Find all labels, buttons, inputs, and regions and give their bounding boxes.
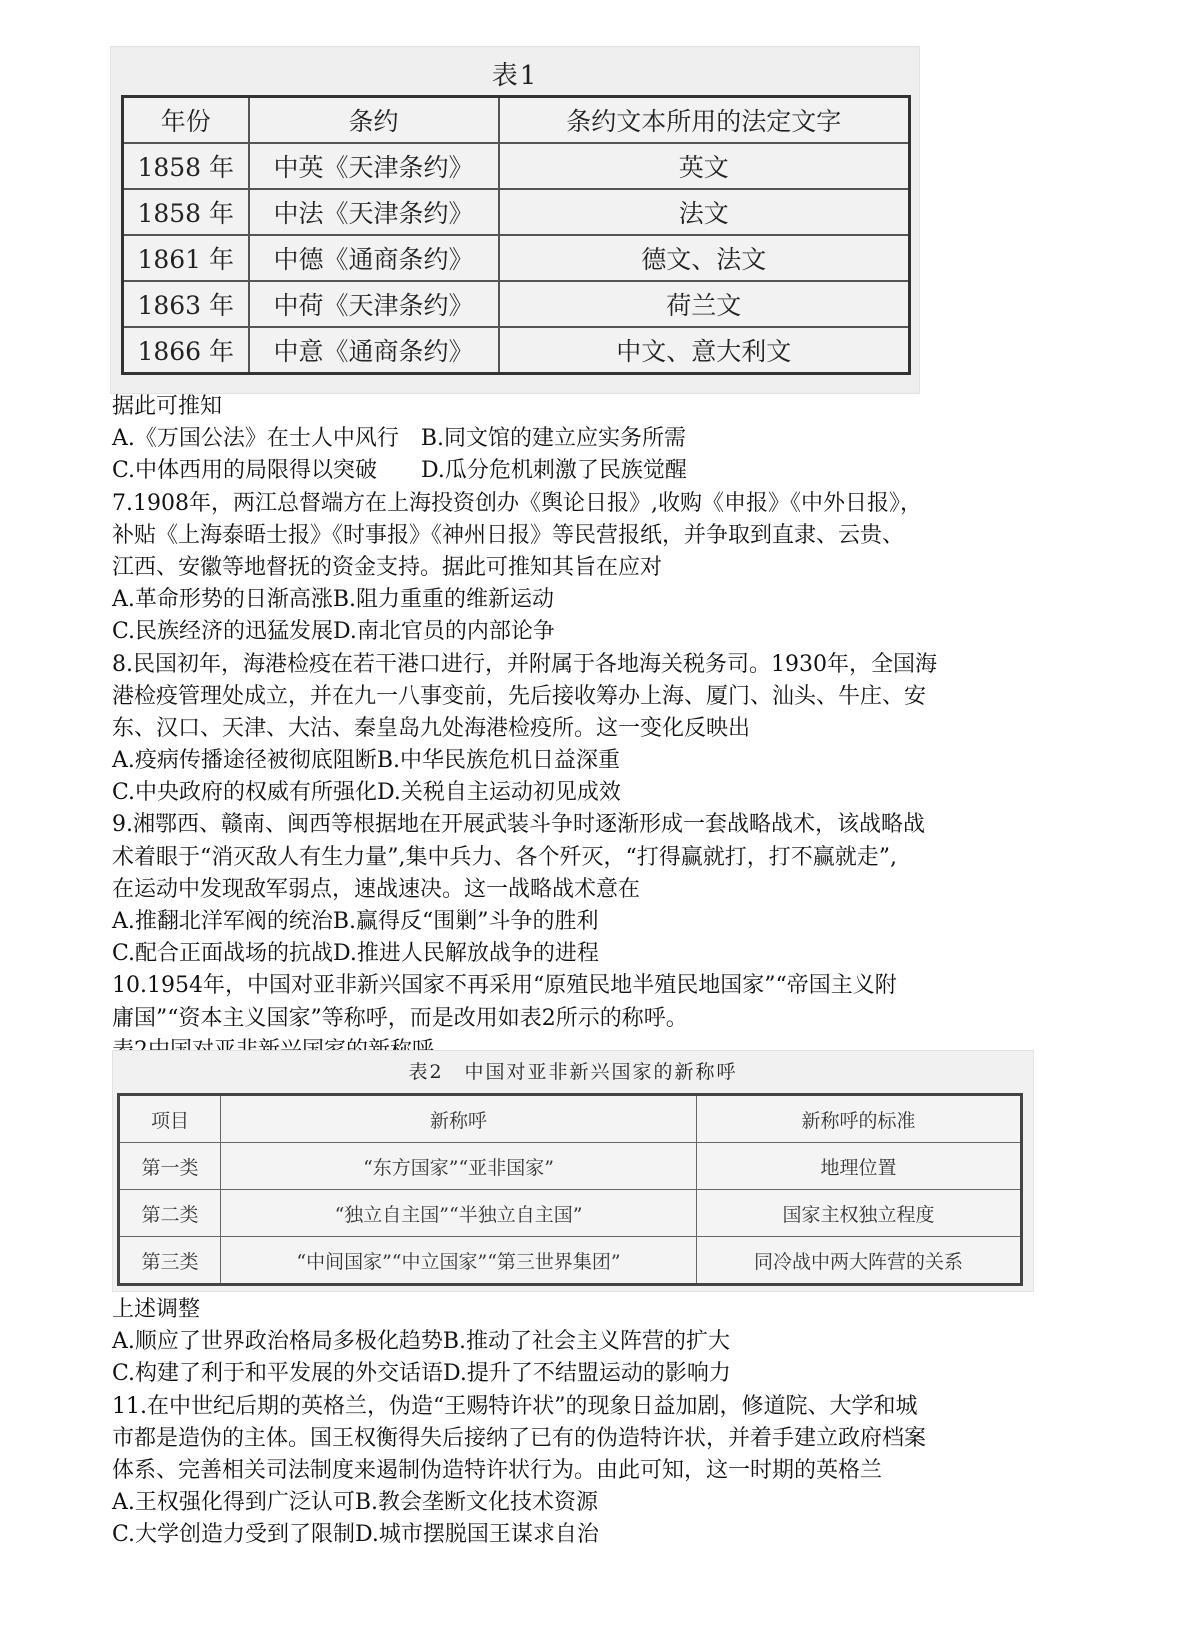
- table2-caption: 表2 中国对亚非新兴国家的新称呼: [408, 1061, 738, 1083]
- table2-header-row: [119, 1095, 1022, 1143]
- option-line: A.推翻北洋军阀的统治B.赢得反“围剿”斗争的胜利: [112, 909, 599, 934]
- question-7-line: 补贴《上海泰晤士报》《时事报》《神州日报》等民营报纸，并争取到直隶、云贵、: [112, 522, 905, 548]
- option-line: C.构建了利于和平发展的外交话语D.提升了不结盟运动的影响力: [112, 1361, 731, 1387]
- table-cell: 国家主权独立程度: [697, 1190, 1022, 1237]
- table2-header-cell: 新称呼: [221, 1095, 697, 1143]
- question-7-line: 7.1908年，两江总督端方在上海投资创办《舆论日报》,收购《申报》《中外日报》，: [112, 490, 922, 516]
- table1-header-row: [123, 97, 910, 144]
- table-cell: 1858 年: [123, 143, 249, 189]
- table-row: [123, 235, 910, 281]
- option-line: C.配合正面战场的抗战D.推进人民解放战争的进程: [112, 941, 599, 967]
- option-line: C.大学创造力受到了限制D.城市摆脱国王谋求自治: [112, 1522, 599, 1548]
- option-line: C.中央政府的权威有所强化D.关税自主运动初见成效: [112, 780, 621, 806]
- table-row: [123, 143, 910, 189]
- table-cell: “东方国家”“亚非国家”: [221, 1143, 697, 1190]
- table-cell: 中法《天津条约》: [249, 189, 499, 235]
- questions-block-1: [112, 391, 1072, 1067]
- table-cell: 中德《通商条约》: [249, 235, 499, 281]
- table-cell: 中荷《天津条约》: [249, 281, 499, 327]
- table-cell: 中文、意大利文: [499, 327, 910, 374]
- text-line: 据此可推知: [112, 394, 223, 419]
- question-10-line: 庸国”“资本主义国家”等称呼，而是改用如表2所示的称呼。: [112, 1005, 688, 1031]
- table1-header-cell: 条约: [249, 97, 499, 144]
- table2-header-cell: 项目: [119, 1095, 221, 1143]
- table-cell: 地理位置: [697, 1143, 1022, 1190]
- table1-header-cell: 年份: [123, 97, 249, 144]
- option-line: A.疫病传播途径被彻底阻断B.中华民族危机日益深重: [112, 748, 621, 774]
- option-line: A.革命形势的日渐高涨B.阻力重重的维新运动: [112, 587, 555, 613]
- option-line: A.顺应了世界政治格局多极化趋势B.推动了社会主义阵营的扩大: [112, 1329, 731, 1355]
- question-8-line: 港检疫管理处成立，并在九一八事变前，先后接收筹办上海、厦门、汕头、牛庄、安: [112, 683, 927, 709]
- table-cell: 荷兰文: [499, 281, 910, 327]
- table2-header-cell: 新称呼的标准: [697, 1095, 1022, 1143]
- table1-caption: 表1: [491, 61, 539, 91]
- question-8-line: 东、汉口、天津、大沽、秦皇岛九处海港检疫所。这一变化反映出: [112, 715, 751, 741]
- table-cell: 第三类: [119, 1237, 221, 1285]
- text-line: 上述调整: [112, 1297, 201, 1322]
- table-cell: “中间国家”“中立国家”“第三世界集团”: [221, 1237, 697, 1285]
- question-8-line: 8.民国初年，海港检疫在若干港口进行，并附属于各地海关税务司。1930年，全国海: [112, 651, 937, 677]
- question-9-line: 术着眼于“消灭敌人有生力量”,集中兵力、各个歼灭，“打得赢就打，打不赢就走”,: [112, 844, 897, 870]
- table1: [121, 95, 911, 375]
- table-cell: 中意《通商条约》: [249, 327, 499, 374]
- table-row: [119, 1237, 1022, 1285]
- table-cell: 中英《天津条约》: [249, 143, 499, 189]
- question-10-line: 10.1954年，中国对亚非新兴国家不再采用“原殖民地半殖民地国家”“帝国主义附: [112, 973, 897, 999]
- table-cell: “独立自主国”“半独立自主国”: [221, 1190, 697, 1237]
- question-9-line: 9.湘鄂西、赣南、闽西等根据地在开展武装斗争时逐渐形成一套战略战术，该战略战: [112, 812, 925, 838]
- question-7-line: 江西、安徽等地督抚的资金支持。据此可推知其旨在应对: [112, 554, 663, 580]
- table-row: [123, 327, 910, 374]
- table-cell: 英文: [499, 143, 910, 189]
- table-cell: 第二类: [119, 1190, 221, 1237]
- question-9-line: 在运动中发现敌军弱点，速战速决。这一战略战术意在: [112, 876, 641, 902]
- table-row: [119, 1143, 1022, 1190]
- question-11-line: 11.在中世纪后期的英格兰，伪造“王赐特许状”的现象日益加剧，修道院、大学和城: [112, 1393, 918, 1419]
- option-line: C.中体西用的局限得以突破 D.瓜分危机刺激了民族觉醒: [112, 458, 687, 484]
- option-line: C.民族经济的迅猛发展D.南北官员的内部论争: [112, 619, 555, 645]
- questions-block-2: [112, 1294, 1072, 1552]
- table1-scan: [110, 46, 920, 394]
- option-line: A.王权强化得到广泛认可B.教会垄断文化技术资源: [112, 1490, 599, 1516]
- table-cell: 1863 年: [123, 281, 249, 327]
- table-cell: 同冷战中两大阵营的关系: [697, 1237, 1022, 1285]
- table2: [117, 1093, 1023, 1286]
- question-11-line: 体系、完善相关司法制度来遏制伪造特许状行为。由此可知，这一时期的英格兰: [112, 1457, 883, 1483]
- table-row: [123, 281, 910, 327]
- option-line: A.《万国公法》在士人中风行 B.同文馆的建立应实务所需: [112, 426, 687, 452]
- table-cell: 德文、法文: [499, 235, 910, 281]
- table1-header-cell: 条约文本所用的法定文字: [499, 97, 910, 144]
- question-11-line: 市都是造伪的主体。国王权衡得失后接纳了已有的伪造特许状，并着手建立政府档案: [112, 1425, 927, 1451]
- table-cell: 1866 年: [123, 327, 249, 374]
- table2-scan: [112, 1050, 1034, 1292]
- table-row: [123, 189, 910, 235]
- table-cell: 法文: [499, 189, 910, 235]
- table-row: [119, 1190, 1022, 1237]
- table-cell: 1861 年: [123, 235, 249, 281]
- table-cell: 1858 年: [123, 189, 249, 235]
- table-cell: 第一类: [119, 1143, 221, 1190]
